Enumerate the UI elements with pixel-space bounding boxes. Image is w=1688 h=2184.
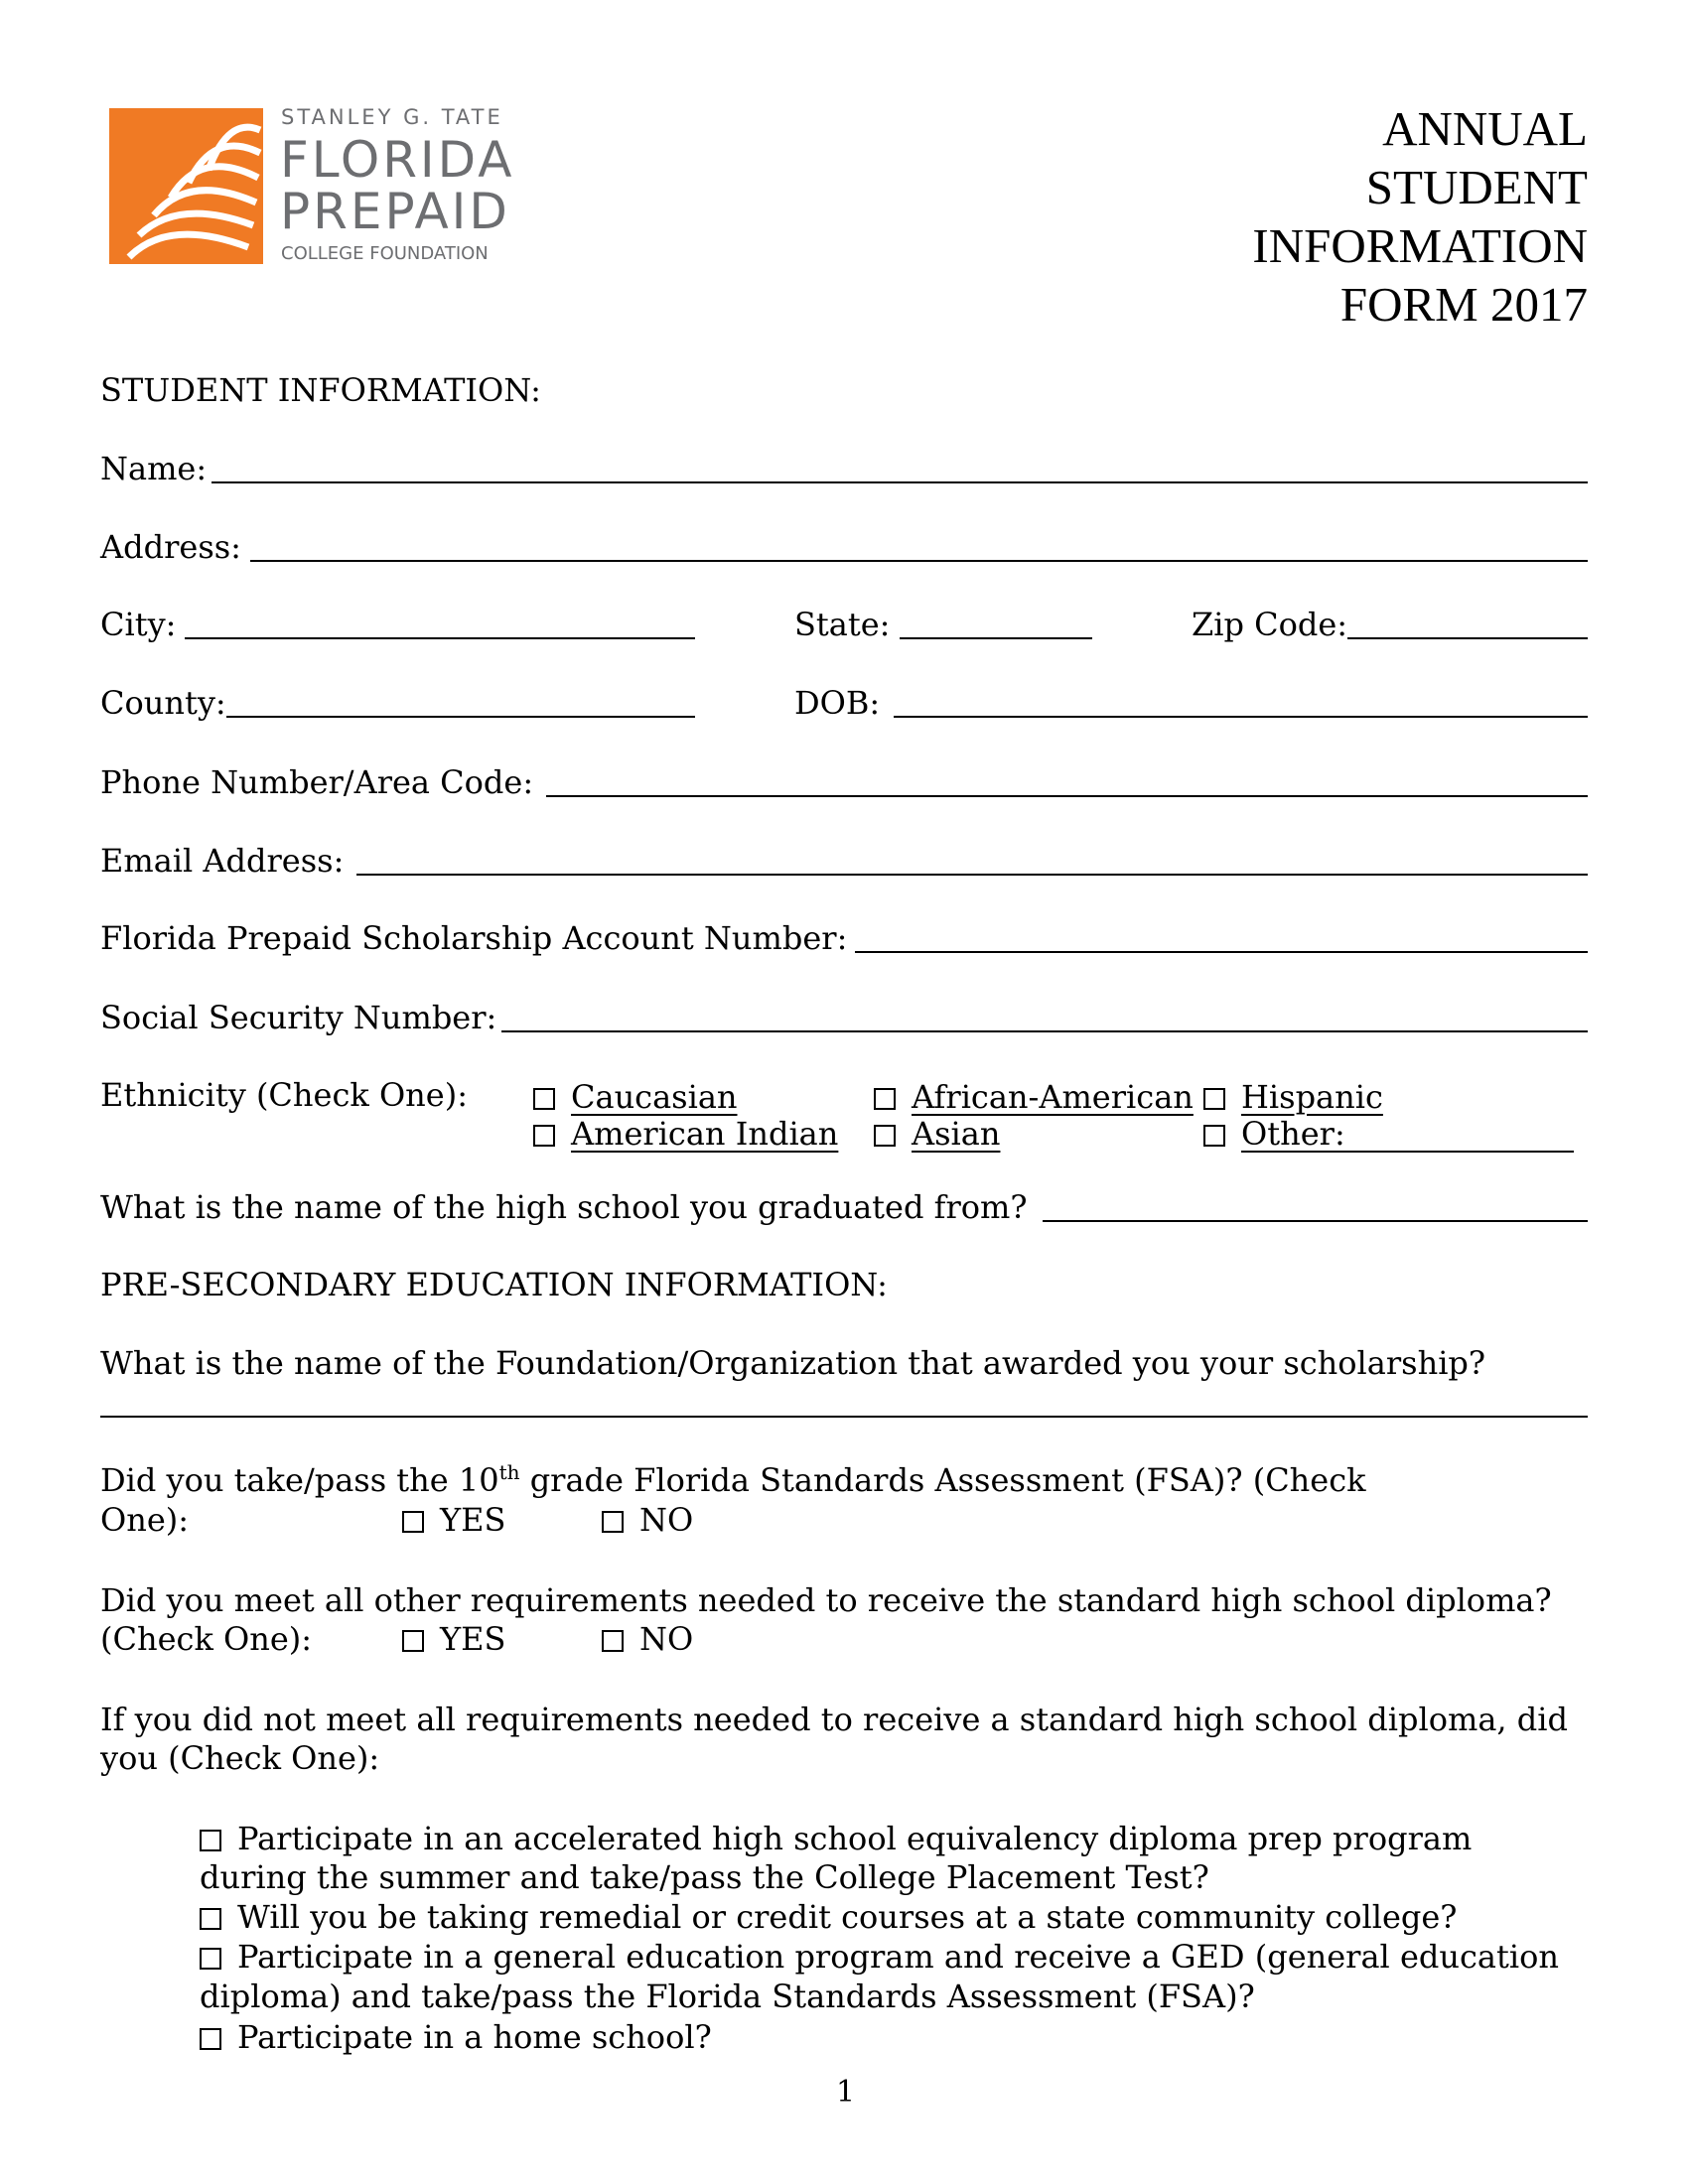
checkbox[interactable]	[200, 1830, 221, 1851]
fsa-question	[100, 1460, 1366, 1499]
county-field[interactable]	[226, 716, 695, 718]
checkbox[interactable]	[602, 1630, 624, 1652]
other-ethnicity-field[interactable]	[1241, 1151, 1574, 1153]
ethnicity-option-other[interactable]	[1203, 1115, 1345, 1153]
account-label: Florida Prepaid Scholarship Account Number:	[100, 919, 848, 957]
not-met-question-line-2: you (Check One):	[100, 1739, 380, 1777]
state-label: State:	[794, 606, 891, 643]
form-title	[1091, 99, 1588, 334]
foundation-question: What is the name of the Foundation/Organization that awarded you your scholarship?	[100, 1344, 1486, 1382]
high-school-field[interactable]	[1043, 1220, 1588, 1222]
option-label: Participate in an accelerated high school equivalency diploma prep program	[237, 1820, 1473, 1857]
name-label: Name:	[100, 450, 208, 487]
not-met-option-accelerated[interactable]	[200, 1820, 1473, 1857]
title-line-4: FORM 2017	[1339, 277, 1588, 332]
checkbox[interactable]	[533, 1088, 555, 1110]
city-field[interactable]	[185, 637, 695, 639]
page-number: 1	[836, 2075, 856, 2110]
title-line-3: INFORMATION	[1252, 218, 1588, 273]
fsa-question-text: Did you take/pass the 10	[100, 1461, 499, 1499]
ethnicity-option-asian[interactable]	[874, 1115, 1001, 1153]
address-label: Address:	[100, 528, 241, 566]
checkbox[interactable]	[200, 2028, 221, 2050]
checkbox[interactable]	[533, 1125, 555, 1147]
ethnicity-option-caucasian[interactable]	[533, 1078, 738, 1116]
option-label: Caucasian	[571, 1078, 738, 1116]
option-label: American Indian	[571, 1115, 839, 1153]
checkbox[interactable]	[874, 1125, 896, 1147]
city-label: City:	[100, 606, 177, 643]
diploma-question: Did you meet all other requirements needed to receive the standard high school diploma?	[100, 1581, 1552, 1619]
checkbox[interactable]	[402, 1511, 424, 1533]
county-label: County:	[100, 684, 226, 722]
not-met-question: If you did not meet all requirements needed to receive a standard high school diploma, did	[100, 1701, 1568, 1738]
option-label: NO	[639, 1620, 694, 1658]
logo-line-1: STANLEY G. TATE	[281, 105, 503, 129]
ssn-label: Social Security Number:	[100, 999, 497, 1036]
fsa-no-option[interactable]	[602, 1501, 694, 1539]
ethnicity-option-hispanic[interactable]	[1203, 1078, 1383, 1116]
title-line-2: STUDENT	[1365, 160, 1588, 214]
state-field[interactable]	[900, 637, 1092, 639]
option-label: Hispanic	[1241, 1078, 1383, 1116]
logo-line-3: PREPAID	[280, 183, 510, 240]
option-label: Will you be taking remedial or credit courses at a state community college?	[237, 1898, 1458, 1936]
account-field[interactable]	[855, 951, 1588, 953]
high-school-question: What is the name of the high school you graduated from?	[100, 1188, 1028, 1226]
open-book-icon	[109, 108, 263, 264]
logo-line-2: FLORIDA	[280, 131, 515, 189]
not-met-option-home-school[interactable]	[200, 2018, 712, 2056]
option-label: Participate in a home school?	[237, 2018, 712, 2056]
zip-field[interactable]	[1347, 637, 1588, 639]
dob-label: DOB:	[794, 684, 881, 722]
option-label: YES	[440, 1501, 506, 1539]
option-label: Asian	[912, 1115, 1001, 1153]
fsa-yes-option[interactable]	[402, 1501, 506, 1539]
option-label: NO	[639, 1501, 694, 1539]
checkbox[interactable]	[200, 1948, 221, 1970]
not-met-option-remedial[interactable]	[200, 1898, 1458, 1936]
not-met-option-ged[interactable]	[200, 1938, 1559, 1976]
option-label-continued: diploma) and take/pass the Florida Standards Assessment (FSA)?	[200, 1978, 1255, 2015]
fsa-question-superscript: th	[498, 1460, 520, 1484]
logo-book-mark	[109, 108, 263, 264]
phone-field[interactable]	[546, 795, 1588, 797]
logo-line-4: COLLEGE FOUNDATION	[281, 243, 489, 264]
fsa-question-text-2: grade Florida Standards Assessment (FSA)? (Check	[519, 1461, 1366, 1499]
presecondary-section-heading: PRE-SECONDARY EDUCATION INFORMATION:	[100, 1266, 888, 1303]
checkbox[interactable]	[402, 1630, 424, 1652]
option-label: YES	[440, 1620, 506, 1658]
zip-label: Zip Code:	[1192, 606, 1348, 643]
phone-label: Phone Number/Area Code:	[100, 763, 534, 801]
checkbox[interactable]	[874, 1088, 896, 1110]
ssn-field[interactable]	[501, 1030, 1588, 1032]
option-label: African-American	[912, 1078, 1194, 1116]
name-field[interactable]	[211, 481, 1588, 483]
option-label: Other:	[1241, 1115, 1345, 1153]
ethnicity-label: Ethnicity (Check One):	[100, 1076, 468, 1114]
student-section-heading: STUDENT INFORMATION:	[100, 371, 541, 409]
diploma-question-line-2: (Check One):	[100, 1620, 313, 1658]
dob-field[interactable]	[894, 716, 1588, 718]
title-line-1: ANNUAL	[1382, 101, 1588, 156]
foundation-field[interactable]	[100, 1416, 1588, 1418]
checkbox[interactable]	[1203, 1125, 1225, 1147]
email-field[interactable]	[356, 874, 1588, 876]
option-label-continued: during the summer and take/pass the College Placement Test?	[200, 1858, 1209, 1896]
ethnicity-option-american-indian[interactable]	[533, 1115, 839, 1153]
email-label: Email Address:	[100, 842, 345, 880]
fsa-question-line-2: One):	[100, 1501, 190, 1539]
diploma-yes-option[interactable]	[402, 1620, 506, 1658]
ethnicity-option-african-american[interactable]	[874, 1078, 1194, 1116]
diploma-no-option[interactable]	[602, 1620, 694, 1658]
checkbox[interactable]	[1203, 1088, 1225, 1110]
checkbox[interactable]	[602, 1511, 624, 1533]
checkbox[interactable]	[200, 1908, 221, 1930]
option-label: Participate in a general education program and receive a GED (general education	[237, 1938, 1559, 1976]
address-field[interactable]	[250, 560, 1588, 562]
